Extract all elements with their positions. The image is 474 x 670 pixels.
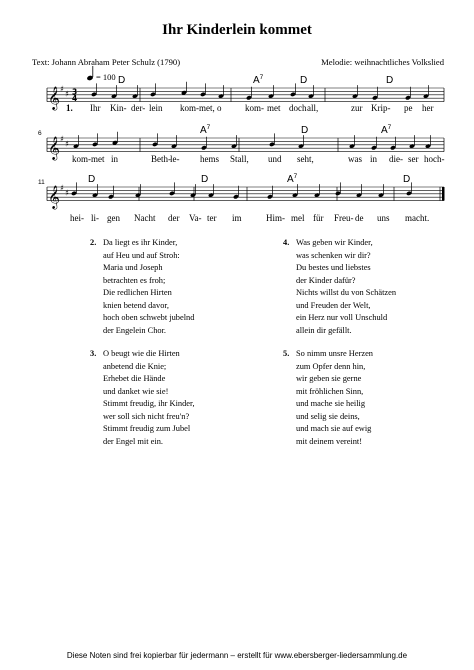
treble-clef-icon: 𝄞 — [48, 135, 60, 160]
chord-symbol: $A^7$ — [253, 74, 264, 86]
lyric-syllable: met — [91, 154, 105, 164]
verse-5 — [283, 348, 373, 448]
lyric-syllable: met — [267, 103, 281, 113]
verse-line: O beugt wie die Hirten — [103, 349, 180, 358]
measure-number: 11 — [38, 179, 45, 186]
verse-number: 2. — [90, 238, 97, 247]
lyric-syllable: in — [370, 154, 378, 164]
lyric-syllable: uns — [377, 213, 390, 223]
lyric-syllable: 1. — [66, 103, 73, 113]
lyric-syllable: Krip- — [371, 103, 391, 113]
lyric-syllable: in — [111, 154, 119, 164]
verse-2 — [90, 237, 195, 337]
verse-line: Maria und Joseph — [103, 263, 163, 272]
verse-line: knien betend davor, — [103, 300, 169, 310]
lyric-syllable: Kin- — [110, 103, 127, 113]
sharp-icon: ♯ — [65, 139, 69, 149]
lyric-syllable: gen — [107, 213, 120, 223]
music-system — [38, 173, 445, 223]
measure-number: 6 — [38, 130, 42, 137]
verse-line: und danket wie sie! — [103, 386, 169, 396]
chord-symbol: D — [386, 75, 394, 86]
verse-line: So nimm unsre Herzen — [296, 349, 373, 358]
verse-line: mit fröhlichen Sinn, — [296, 386, 364, 396]
sharp-icon: ♯ — [60, 134, 64, 144]
chord-symbol: $A^7$ — [287, 173, 298, 185]
verse-4 — [283, 237, 397, 337]
sharp-icon: ♯ — [60, 183, 64, 193]
chord-symbol: D — [301, 125, 309, 136]
verse-number: 5. — [283, 349, 290, 358]
verse-3 — [90, 348, 195, 448]
verse-line: was schenken wir dir? — [296, 250, 371, 260]
lyric-syllable: kom- — [180, 103, 199, 113]
verse-line: der Kinder dafür? — [296, 275, 356, 285]
verse-line: der Engelein Chor. — [103, 325, 167, 335]
verse-line: Du bestes und liebstes — [296, 263, 371, 272]
verse-line: Stimmt freudig, ihr Kinder, — [103, 399, 195, 408]
verse-line: Erhebet die Hände — [103, 374, 166, 383]
lyric-syllable: her — [422, 103, 434, 113]
lyric-syllable: Him- — [266, 213, 285, 223]
lyric-syllable: Va- — [189, 213, 202, 223]
lyric-syllable: Freu- — [334, 213, 354, 223]
verse-number: 4. — [283, 238, 290, 247]
lyric-syllable: was — [348, 154, 362, 164]
chord-symbol: $A^7$ — [381, 124, 392, 136]
lyric-syllable: de — [355, 213, 364, 223]
music-system — [38, 124, 445, 164]
verse-line: mit deinem vereint! — [296, 436, 363, 446]
lyric-syllable: macht. — [405, 213, 430, 223]
lyric-syllable: kom- — [245, 103, 264, 113]
verse-line: Stimmt freudig zum Jubel — [103, 424, 191, 433]
lyric-syllable: all, — [307, 103, 319, 113]
lyric-syllable: ser — [408, 154, 419, 164]
verse-line: und selig sie deins, — [296, 411, 360, 421]
sharp-icon: ♯ — [60, 84, 64, 94]
lyric-syllable: hoch- — [424, 154, 445, 164]
chord-symbol: $A^7$ — [200, 124, 211, 136]
lyric-syllable: der- — [131, 103, 146, 113]
verse-line: zum Opfer denn hin, — [296, 361, 366, 371]
verse-line: und mache sie heilig — [296, 399, 366, 408]
lyric-syllable: Beth- — [151, 154, 171, 164]
verse-line: anbetend die Knie; — [103, 361, 167, 371]
verse-line: der Engel mit ein. — [103, 436, 164, 446]
verse-line: wir geben sie gerne — [296, 374, 362, 383]
chord-symbol: D — [403, 174, 411, 185]
verse-line: und mach sie auf ewig — [296, 424, 372, 433]
verse-line: und Freuden der Welt, — [296, 300, 371, 310]
verse-line: Da liegt es ihr Kinder, — [103, 238, 178, 247]
lyric-syllable: lein — [149, 103, 163, 113]
chord-symbol: D — [118, 75, 126, 86]
verse-number: 3. — [90, 349, 97, 358]
tempo-value: = 100 — [96, 72, 116, 82]
sharp-icon: ♯ — [65, 188, 69, 198]
treble-clef-icon: 𝄞 — [48, 85, 60, 110]
sharp-icon: ♯ — [65, 89, 69, 99]
lyric-syllable: hems — [200, 154, 219, 164]
song-title: Ihr Kinderlein kommet — [162, 22, 312, 38]
chord-symbol: D — [88, 174, 96, 185]
lyric-syllable: pe — [404, 103, 413, 113]
lyricist-credit: Text: Johann Abraham Peter Schulz (1790) — [32, 57, 181, 67]
verse-line: betrachten es froh; — [103, 275, 166, 285]
lyric-syllable: kom- — [72, 154, 91, 164]
verse-line: ein Herz nur voll Unschuld — [296, 313, 388, 322]
footer-notice: Diese Noten sind frei kopierbar für jedermann – erstellt für www.ebersberger-liedersammlung.de — [66, 651, 408, 660]
time-signature-icon: 3 — [72, 87, 78, 97]
composer-credit: Melodie: weihnachtliches Volkslied — [321, 57, 444, 67]
lyric-syllable: Stall, — [230, 154, 249, 164]
lyric-syllable: le- — [170, 154, 180, 164]
lyric-syllable: für — [313, 213, 324, 223]
lyric-syllable: doch — [289, 103, 307, 113]
lyric-syllable: li- — [91, 213, 99, 223]
final-barline — [442, 187, 445, 201]
verse-line: allein dir gefällt. — [296, 325, 352, 335]
lyric-syllable: im — [232, 213, 242, 223]
lyric-syllable: der — [168, 213, 180, 223]
verse-line: Was geben wir Kinder, — [296, 238, 373, 247]
verse-line: hoch oben schwebt jubelnd — [103, 313, 195, 322]
lyric-syllable: o — [217, 103, 222, 113]
verse-line: Die redlichen Hirten — [103, 288, 172, 297]
treble-clef-icon: 𝄞 — [48, 184, 60, 209]
lyric-syllable: hei- — [70, 213, 84, 223]
lyric-syllable: und — [268, 154, 282, 164]
verse-line: wer soll sich nicht freu'n? — [103, 411, 190, 421]
time-signature-icon: 4 — [72, 94, 78, 104]
chord-symbol: D — [201, 174, 209, 185]
lyric-syllable: die- — [389, 154, 403, 164]
lyric-syllable: met, — [199, 103, 215, 113]
verse-line: auf Heu und auf Stroh: — [103, 250, 180, 260]
tempo-marking — [86, 66, 115, 82]
lyric-syllable: zur — [351, 103, 363, 113]
lyric-syllable: ter — [207, 213, 217, 223]
lyric-syllable: mel — [291, 213, 305, 223]
lyric-syllable: seht, — [297, 154, 314, 164]
lyric-syllable: Ihr — [90, 103, 101, 113]
verse-line: Nichts willst du von Schätzen — [296, 288, 397, 297]
lyric-syllable: Nacht — [134, 213, 156, 223]
chord-symbol: D — [300, 75, 308, 86]
music-score — [0, 0, 474, 245]
